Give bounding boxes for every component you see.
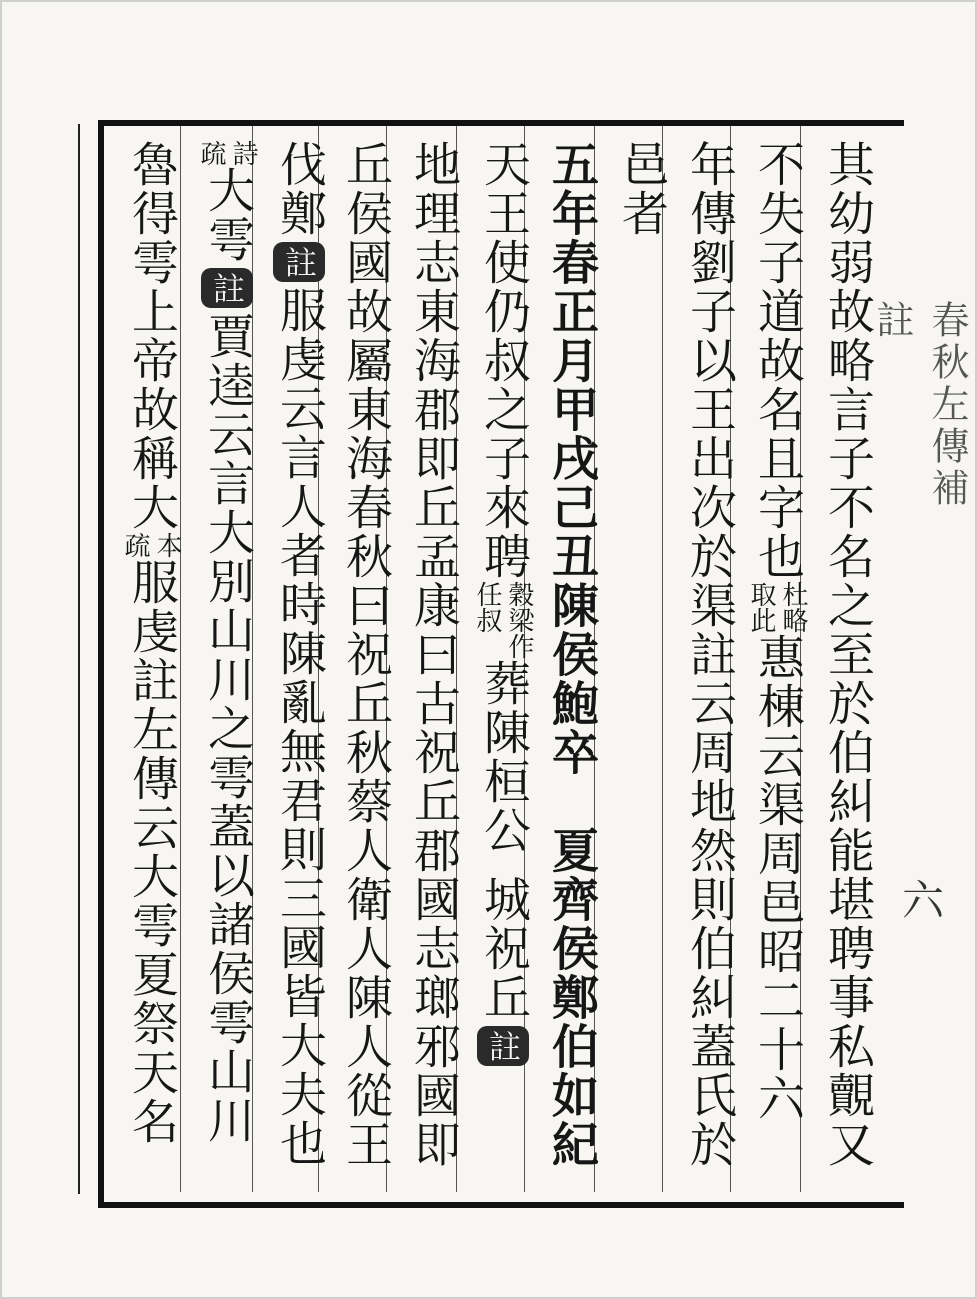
text-column-7 bbox=[396, 140, 470, 1192]
column-text: 服虔註左傳云大雩夏祭天名 bbox=[124, 558, 179, 1146]
interlinear-note: 穀梁作 任叔 bbox=[472, 581, 534, 659]
column-text: 不失子道故名且字也 bbox=[750, 140, 805, 581]
column-text: 丘侯國故屬東海春秋曰祝丘秋蔡人衛人陳人從王 bbox=[338, 140, 393, 1169]
column-text: 地理志東海郡即丘孟康曰古祝丘郡國志瑯邪國即 bbox=[406, 140, 461, 1169]
column-text: 五年春正月甲戌己丑陳侯鮑卒 夏齊侯鄭伯如紀 bbox=[544, 140, 599, 1169]
book-title: 春秋左傳補註 bbox=[870, 300, 969, 510]
interlinear-note: 杜略 取此 bbox=[746, 581, 808, 633]
page-number: 六 bbox=[896, 878, 945, 920]
column-text: 其幼弱故略言子不名之至於伯糾能堪聘事私覿又 bbox=[820, 140, 875, 1169]
interlinear-note: 本 疏 bbox=[120, 532, 182, 558]
column-text: 賈逵云言大別山川之雩蓋以諸侯雩山川 bbox=[200, 312, 255, 1145]
column-text: 魯得雩上帝故稱大 bbox=[124, 140, 179, 532]
annotation-seal: 註 bbox=[273, 242, 325, 282]
column-text: 惠棟云渠周邑昭二十六 bbox=[750, 633, 805, 1123]
column-text: 邑者 bbox=[614, 140, 669, 238]
text-column-10 bbox=[190, 140, 264, 1192]
text-column-6 bbox=[466, 140, 540, 1192]
column-text: 伐鄭 bbox=[272, 140, 327, 238]
text-column-4 bbox=[604, 140, 678, 1192]
outer-border-line bbox=[78, 124, 80, 1194]
text-column-11 bbox=[114, 140, 188, 1192]
text-column-8 bbox=[328, 140, 402, 1192]
annotation-seal: 註 bbox=[201, 268, 253, 308]
text-column-9 bbox=[262, 140, 336, 1192]
column-text: 葬陳桓公 bbox=[476, 659, 531, 855]
column-text: 服虔云言人者時陳亂無君則三國皆大夫也 bbox=[272, 286, 327, 1168]
column-text: 天王使仍叔之子來聘 bbox=[476, 140, 531, 581]
text-column-2 bbox=[740, 140, 814, 1192]
text-column-1 bbox=[810, 140, 884, 1192]
column-text: 城祝丘 bbox=[476, 875, 531, 1022]
text-column-3 bbox=[672, 140, 746, 1192]
text-column-5 bbox=[534, 140, 608, 1192]
column-text: 年傳劉子以王出次於渠註云周地然則伯糾蓋氏於 bbox=[682, 140, 737, 1169]
margin-header bbox=[870, 300, 969, 920]
annotation-seal: 註 bbox=[477, 1026, 529, 1066]
interlinear-note: 詩 疏 bbox=[196, 140, 258, 166]
column-text: 大雩 bbox=[200, 166, 255, 264]
